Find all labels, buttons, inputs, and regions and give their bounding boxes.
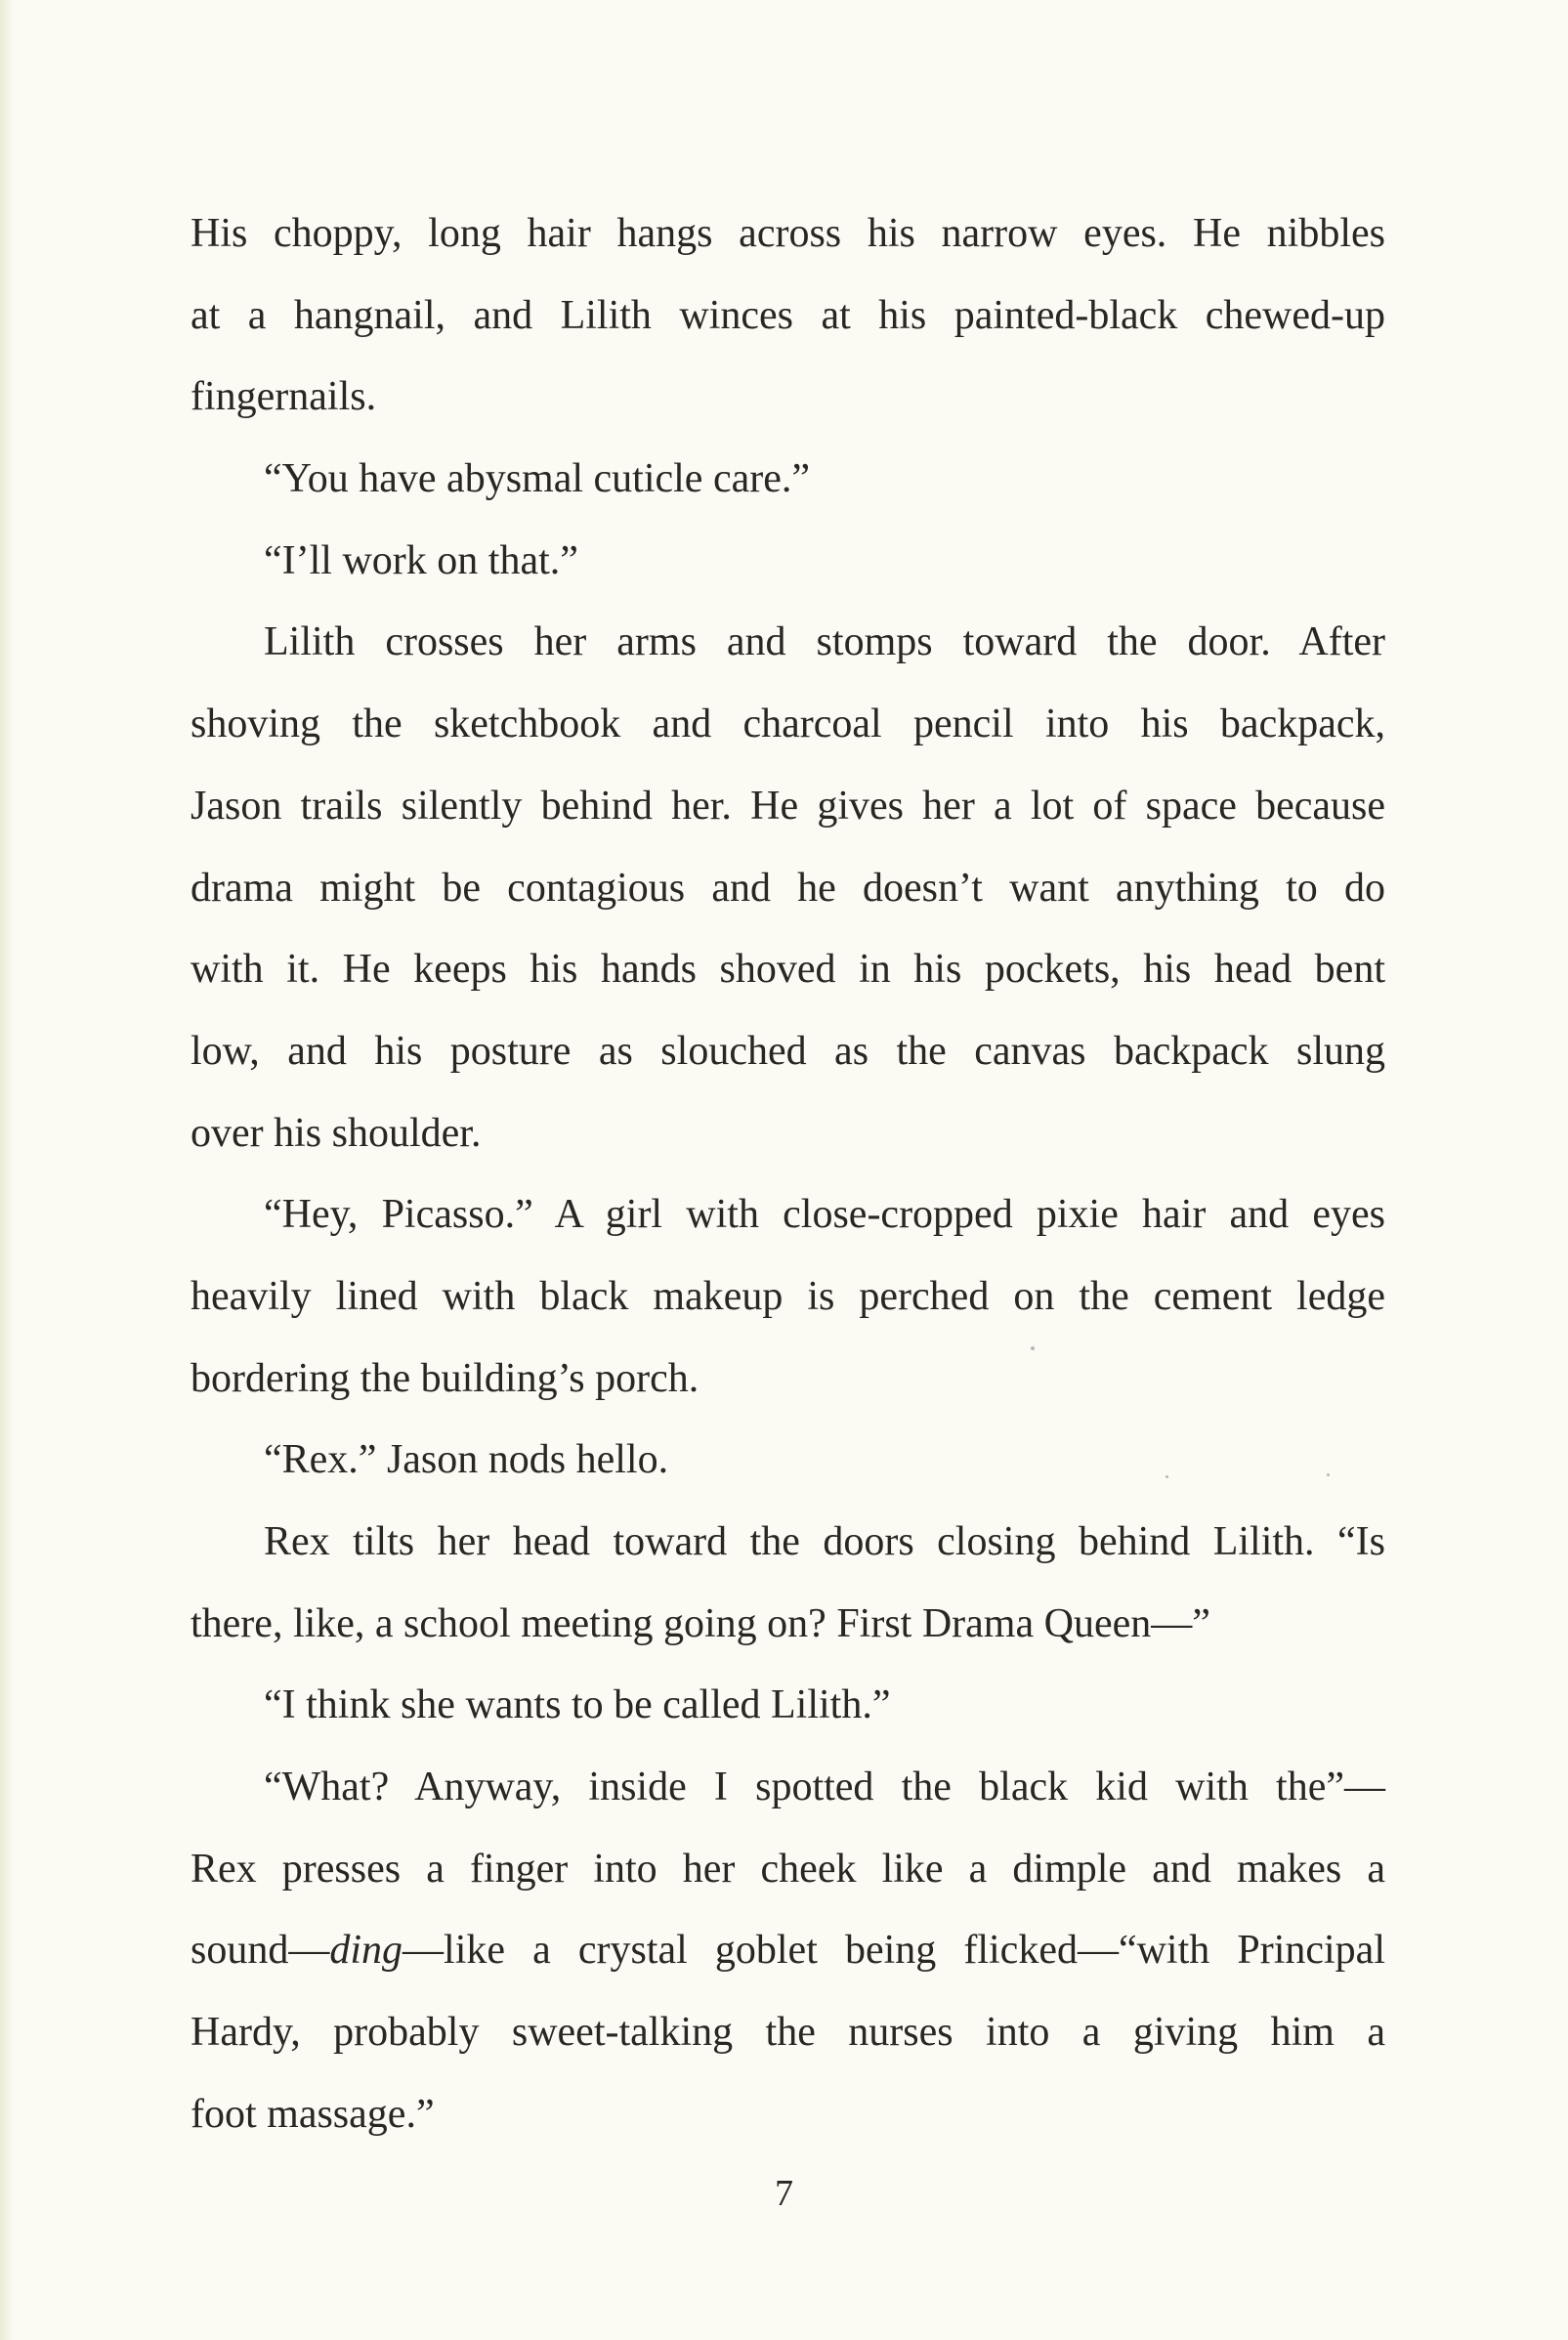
italic-word: ding — [329, 1928, 403, 1974]
text-line: with it. He keeps his hands shoved in his pockets, his head bent — [191, 947, 1385, 993]
page-edge-shadow — [0, 0, 14, 2340]
text-run: sound— — [191, 1928, 330, 1974]
paper-speck — [1327, 1473, 1330, 1476]
text-line: His choppy, long hair hangs across his narrow eyes. He nibbles — [191, 211, 1385, 256]
text-line: drama might be contagious and he doesn’t want anything to do — [191, 865, 1385, 911]
text-line: fingernails. — [191, 374, 377, 420]
text-line: “You have abysmal cuticle care.” — [264, 456, 811, 502]
text-line: “Hey, Picasso.” A girl with close-cropped pixie hair and eyes — [264, 1192, 1385, 1238]
text-line: foot massage.” — [191, 2091, 435, 2137]
text-line: bordering the building’s porch. — [191, 1355, 699, 1401]
text-line: low, and his posture as slouched as the canvas backpack slung — [191, 1028, 1385, 1074]
text-line: heavily lined with black makeup is perched on the cement ledge — [191, 1273, 1385, 1319]
text-line — [191, 1910, 1385, 1992]
text-line: Jason trails silently behind her. He gives her a lot of space because — [191, 783, 1385, 829]
paper-speck — [1165, 1475, 1168, 1478]
text-run: —like a crystal goblet being flicked—“with Principal — [403, 1928, 1385, 1974]
text-line: “Rex.” Jason nods hello. — [264, 1437, 669, 1483]
page-number: 7 — [775, 2173, 793, 2214]
text-line: over his shoulder. — [191, 1110, 482, 1156]
text-line: shoving the sketchbook and charcoal pencil into his backpack, — [191, 702, 1385, 747]
text-line: Rex tilts her head toward the doors closing behind Lilith. “Is — [264, 1519, 1385, 1564]
paper-speck — [1031, 1346, 1035, 1350]
text-line: “I think she wants to be called Lilith.” — [264, 1682, 891, 1728]
text-line: “I’ll work on that.” — [264, 537, 578, 583]
text-line: at a hangnail, and Lilith winces at his painted-black chewed-up — [191, 292, 1385, 338]
text-line: “What? Anyway, inside I spotted the black kid with the”— — [264, 1765, 1385, 1810]
text-line: Rex presses a finger into her cheek like a dimple and makes a — [191, 1846, 1385, 1892]
text-line: there, like, a school meeting going on? First Drama Queen—” — [191, 1600, 1210, 1646]
text-line: Lilith crosses her arms and stomps toward the door. After — [264, 619, 1385, 665]
body-text — [191, 193, 1385, 2156]
text-line: Hardy, probably sweet-talking the nurses into a giving him a — [191, 2010, 1385, 2056]
